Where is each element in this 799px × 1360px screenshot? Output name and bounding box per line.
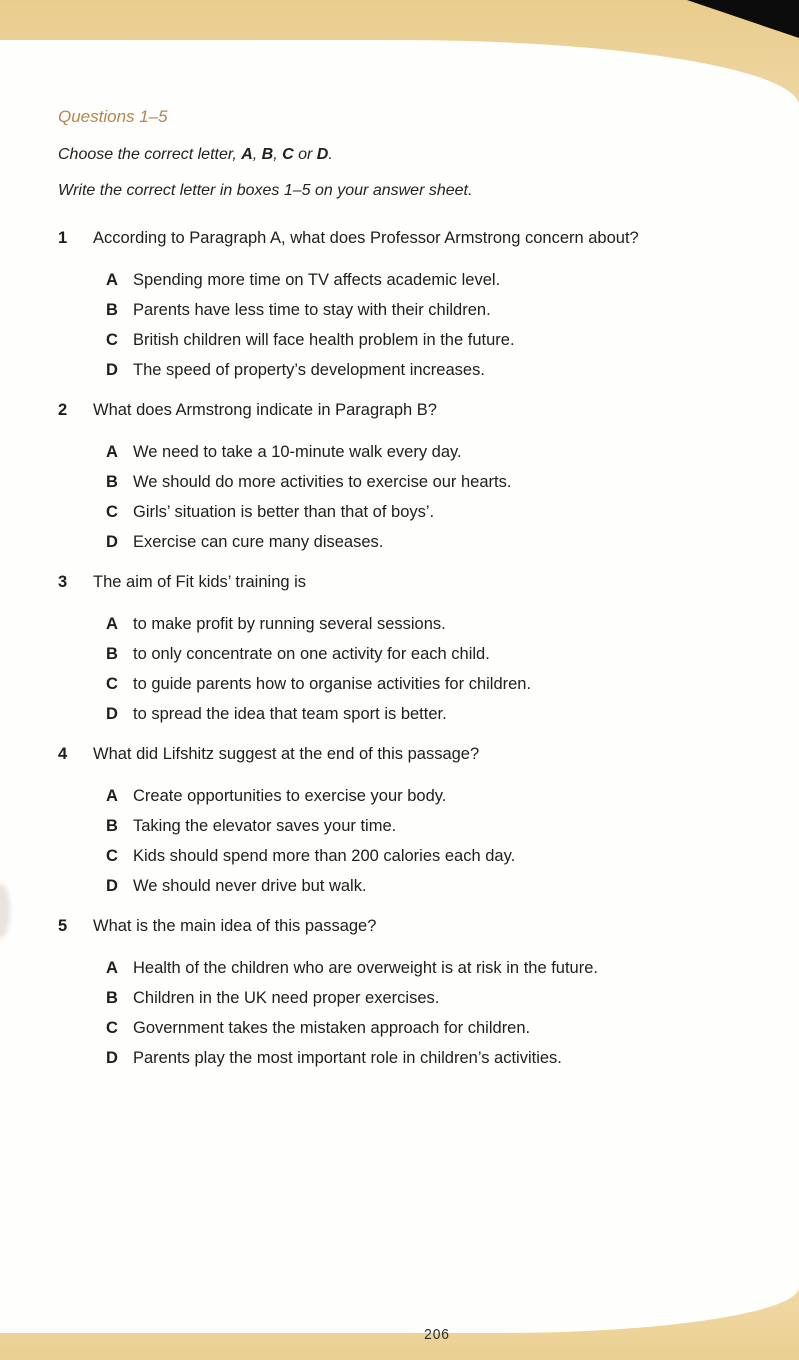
answer-option [106,442,759,462]
question-row [58,228,759,248]
question-text: What did Lifshitz suggest at the end of this passage? [93,745,480,763]
option-letter: C [106,675,118,693]
instruction-option-letter: A [241,146,253,163]
option-text: Kids should spend more than 200 calories each day. [133,847,516,865]
option-text: to make profit by running several sessions. [133,615,446,633]
page-content [0,40,799,1068]
options-list [106,270,759,380]
option-text: Girls’ situation is better than that of boys’. [133,503,435,521]
option-letter: C [106,331,118,349]
answer-option [106,846,759,866]
answer-option [106,674,759,694]
instruction-text-segment: , [252,146,262,163]
option-letter: D [106,705,118,723]
question-block [58,228,759,380]
instruction-choose [58,147,759,163]
option-text: Create opportunities to exercise your body. [133,787,447,805]
option-letter: C [106,503,118,521]
instruction-write: Write the correct letter in boxes 1–5 on your answer sheet. [58,182,473,199]
question-row [58,744,759,764]
answer-option [106,360,759,380]
option-text: Government takes the mistaken approach for children. [133,1019,531,1037]
option-letter: B [106,989,118,1007]
question-text: What does Armstrong indicate in Paragraph B? [93,401,437,419]
option-text: The speed of property’s development increases. [133,361,485,379]
option-letter: D [106,533,118,551]
option-text: Parents have less time to stay with their children. [133,301,491,319]
option-text: We should do more activities to exercise our hearts. [133,473,512,491]
option-letter: C [106,847,118,865]
options-list [106,442,759,552]
question-row [58,916,759,936]
question-number: 1 [58,229,68,247]
question-block [58,916,759,1068]
answer-option [106,786,759,806]
instruction-option-letter: D [316,146,329,163]
option-text: British children will face health problem in the future. [133,331,515,349]
question-number: 4 [58,745,68,763]
option-letter: D [106,361,118,379]
question-number: 2 [58,401,68,419]
instruction-text-segment: or [293,146,317,163]
instruction-text-segment: Choose the correct letter, [58,146,242,163]
answer-option [106,614,759,634]
question-block [58,572,759,724]
question-number: 3 [58,573,68,591]
option-text: Parents play the most important role in children’s activities. [133,1049,562,1067]
option-letter: A [106,959,118,977]
option-text: Spending more time on TV affects academic level. [133,271,501,289]
question-block [58,744,759,896]
option-text: to only concentrate on one activity for each child. [133,645,490,663]
answer-option [106,988,759,1008]
option-text: to spread the idea that team sport is better. [133,705,447,723]
question-number: 5 [58,917,68,935]
answer-option [106,270,759,290]
option-text: Exercise can cure many diseases. [133,533,384,551]
options-list [106,786,759,896]
answer-option [106,876,759,896]
option-letter: B [106,301,118,319]
answer-option [106,300,759,320]
option-text: to guide parents how to organise activities for children. [133,675,532,693]
answer-option [106,816,759,836]
section-heading: Questions 1–5 [58,107,168,126]
question-block [58,400,759,552]
option-letter: A [106,271,118,289]
question-text: The aim of Fit kids’ training is [93,573,307,591]
option-letter: B [106,645,118,663]
answer-option [106,532,759,552]
answer-option [106,704,759,724]
option-letter: B [106,473,118,491]
questions-list [58,228,759,1068]
answer-option [106,958,759,978]
option-text: Health of the children who are overweight is at risk in the future. [133,959,598,977]
option-letter: A [106,787,118,805]
option-text: We should never drive but walk. [133,877,367,895]
question-text: According to Paragraph A, what does Professor Armstrong concern about? [93,229,639,247]
option-letter: A [106,615,118,633]
option-letter: D [106,1049,118,1067]
option-letter: D [106,877,118,895]
option-letter: C [106,1019,118,1037]
instruction-text-segment: . [328,146,333,163]
option-letter: B [106,817,118,835]
answer-option [106,1018,759,1038]
question-row [58,572,759,592]
answer-option [106,472,759,492]
instruction-text-segment: , [273,146,283,163]
option-text: Taking the elevator saves your time. [133,817,397,835]
options-list [106,958,759,1068]
options-list [106,614,759,724]
page-number: 206 [424,1326,450,1343]
answer-option [106,644,759,664]
page-paper [0,40,799,1343]
question-row [58,400,759,420]
option-text: We need to take a 10-minute walk every day. [133,443,462,461]
instruction-option-letter: C [282,146,294,163]
answer-option [106,330,759,350]
instruction-option-letter: B [261,146,274,163]
option-text: Children in the UK need proper exercises. [133,989,440,1007]
option-letter: A [106,443,118,461]
answer-option [106,1048,759,1068]
question-text: What is the main idea of this passage? [93,917,377,935]
answer-option [106,502,759,522]
